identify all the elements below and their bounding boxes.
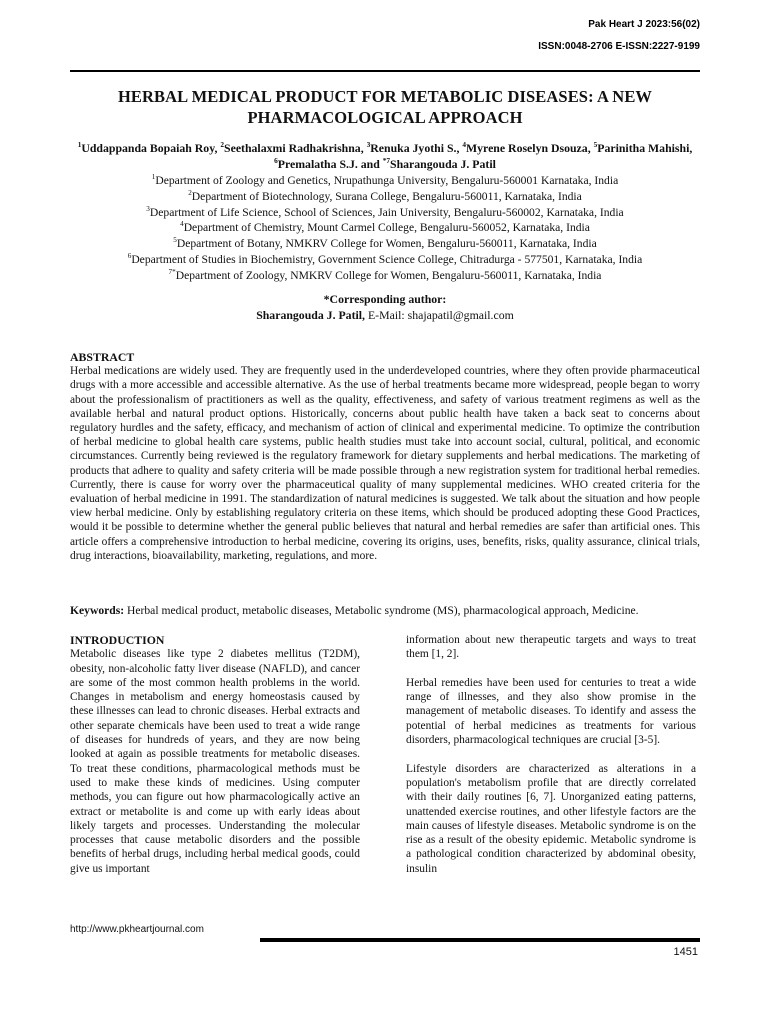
affiliation: $^5$Department of Botany, NMKRV College for Women, Bengaluru-560011, Karnataka, India — [173, 236, 597, 251]
paragraph: information about new therapeutic targets and ways to treat them [1, 2]. — [406, 634, 696, 661]
affiliation: $^3$Department of Life Science, School of Sciences, Jain University, Bengaluru-560002, Karnataka, India — [146, 204, 624, 219]
author: $^3$Renuka Jyothi S., — [366, 140, 463, 155]
affiliation-list — [70, 173, 700, 284]
introduction-heading: INTRODUCTION — [70, 633, 165, 647]
corresponding-label: *Corresponding author: — [323, 292, 447, 306]
journal-url-link[interactable]: http://www.pkheartjournal.com — [70, 924, 204, 935]
author: $^6$Premalatha S.J. and — [274, 156, 383, 171]
author: $^{*7}$Sharangouda J. Patil — [382, 156, 496, 171]
paragraph: Lifestyle disorders are characterized as alterations in a population's metabolism profile that are directly correlated with their daily routines [6, 7]. Unorganized eating patterns, unattended exercise routines, and other lifestyle factors are the main causes of lifestyle diseases. Metabolic syndrome is on the rise as a result of the obesity epidemic. Metabolic syndrome is a pathological condition characterized by abdominal obesity, insulin — [406, 762, 696, 875]
author-list — [70, 140, 700, 172]
title-line-1: HERBAL MEDICAL PRODUCT FOR METABOLIC DISEASES: A NEW — [117, 87, 653, 106]
title-line-2: PHARMACOLOGICAL APPROACH — [247, 108, 523, 127]
affiliation: $^6$Department of Studies in Biochemistry, Government Science College, Chitradurga - 577501, Karnataka, India — [127, 252, 643, 266]
affiliation: $^{7*}$Department of Zoology, NMKRV College for Women, Bengaluru-560011, Karnataka, India — [168, 267, 602, 282]
corresponding-author — [70, 292, 700, 323]
header-rule — [70, 70, 700, 72]
author: $^2$Seethalaxmi Radhakrishna, — [220, 140, 367, 155]
affiliation: $^2$Department of Biotechnology, Surana College, Bengaluru-560011, Karnataka, India — [188, 188, 582, 203]
paragraph: Herbal remedies have been used for centuries to treat a wide range of illnesses, and they also show promise in the management of metabolic diseases. To identify and assess the potential of herbal medicines as treatments for various disorders, pharmacological techniques are crucial [3-5]. — [406, 676, 696, 747]
author: $^4$Myrene Roselyn Dsouza, — [462, 140, 594, 155]
corresponding-contact — [70, 308, 700, 324]
abstract-heading: ABSTRACT — [70, 350, 135, 364]
author: $^5$Parinitha Mahishi, — [593, 140, 693, 155]
affiliation: $^4$Department of Chemistry, Mount Carmel College, Bengaluru-560052, Karnataka, India — [180, 220, 590, 235]
abstract-section — [70, 350, 700, 563]
intro-left-column — [70, 633, 360, 890]
page-number: 1451 — [673, 946, 698, 958]
abstract-text: Herbal medications are widely used. They are frequently used in the underdeveloped countries, where they often provide pharmaceutical drugs with a more accessible and accessible alternative. As the use of herbal treatments became more widespread, people began to worry about the professionalism of practitioners as well as the quality, effectiveness, and safety of various treatment regimens as well as the available herbal and natural product options. Historically, concerns about public health have taken a back seat to concerns about regulatory hurdles and the safety, efficacy, and mechanism of action of clinical and experimental medicine. To optimize the contribution of herbal medicine to global health care systems, public health studies must take into account social, cultural, political, and economic circumstances. Currently being reviewed is the regulatory framework for dietary supplements and herbal medications. The marketing of products that adhere to quality and safety criteria will be made possible through a new registration system for traditional herbal remedies. Currently, there is cause for worry over the pharmaceutical quality of many supplemental medicines. WHO created criteria for the evaluation of herbal medicine in 1991. The standardization of natural medicines is suggested. We talk about the situation and how people view herbal medicine. Only by establishing regulatory criteria on these items, which should be produced adopting these Good Practices, would it be possible to determine whether the general public believes that natural and herbal remedies are safer than artificial ones. This article offers a comprehensive introduction to herbal medicine, covering its origins, uses, benefits, risks, quality assurance, clinical trials, drug interactions, bioavailability, marketing, regulations, and more. — [70, 365, 700, 562]
journal-meta — [538, 14, 700, 58]
footer-rule — [260, 938, 700, 942]
corresponding-email[interactable]: E-Mail: shajapatil@gmail.com — [365, 307, 514, 322]
keywords-label: Keywords: — [70, 604, 125, 617]
keywords — [70, 603, 700, 618]
corresponding-name: Sharangouda J. Patil, — [256, 307, 366, 322]
keywords-text: Herbal medical product, metabolic diseases, Metabolic syndrome (MS), pharmacological approach, Medicine. — [124, 604, 639, 617]
intro-right-column — [406, 633, 696, 890]
affiliation: $^1$Department of Zoology and Genetics, Nrupathunga University, Bengaluru-560001 Karnataka, India — [151, 173, 619, 187]
author: $^1$Uddappanda Bopaiah Roy, — [77, 140, 221, 155]
paragraph: Metabolic diseases like type 2 diabetes mellitus (T2DM), obesity, non-alcoholic fatty liver disease (NAFLD), and cancer are some of the most common health problems in the world. Changes in metabolism and energy homeostasis caused by these illnesses can lead to chronic diseases. Herbal extracts and other separate chemicals have been used to treat a wide range of diseases for hundreds of years, and they are now being looked at again as possible treatments for metabolic diseases. To treat these conditions, pharmacological methods must be used to make these kinds of medicines. Using computer methods, you can figure out how pharmacologically active an extract or metabolite is and come up with early ideas about likely targets and processes. Understanding the molecular processes that cause metabolic disorders and the possible benefits of herbal drugs, including herbal medical goods, could give us important — [70, 648, 360, 875]
journal-issn: ISSN:0048-2706 E-ISSN:2227-9199 — [538, 41, 700, 52]
journal-citation: Pak Heart J 2023:56(02) — [588, 19, 700, 30]
paper-title — [70, 86, 700, 128]
